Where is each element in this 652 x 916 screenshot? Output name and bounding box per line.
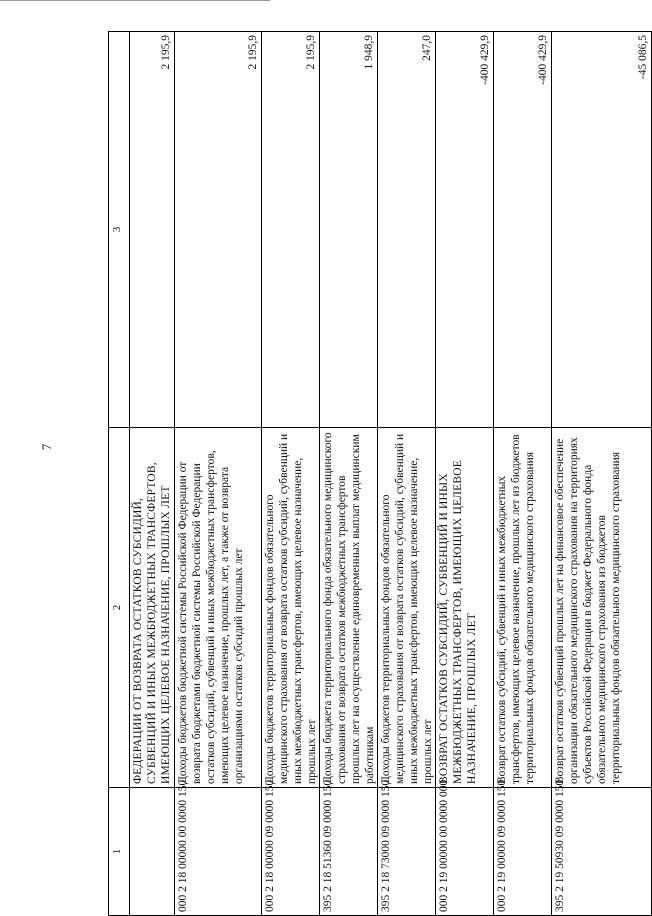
row-name: Доходы бюджета территориального фонда обязательного медицинского страхования от возврата остатков межбюджетных трансфертов прошлых лет на осуществление единовременных выплат медицинским работникам [320, 427, 377, 787]
row-amount: -400 429,9 [479, 35, 491, 85]
table-row [378, 31, 436, 916]
row-amount: 1 948,9 [363, 35, 375, 70]
header-col-3: 3 [111, 226, 123, 233]
table-row [175, 31, 262, 916]
kbk-code: 000 2 18 00000 09 0000 150 [262, 787, 319, 915]
kbk-code: 000 2 19 00000 09 0000 150 [494, 787, 551, 915]
table-header-row [108, 31, 130, 916]
row-name: ФЕДЕРАЦИИ ОТ ВОЗВРАТА ОСТАТКОВ СУБСИДИЙ, СУБВЕНЦИЙ И ИНЫХ МЕЖБЮДЖЕТНЫХ ТРАНСФЕРТОВ, ИМЕЮЩИХ ЦЕЛЕВОЕ НАЗНАЧЕНИЕ, ПРОШЛЫХ ЛЕТ [130, 427, 174, 787]
kbk-code: 395 2 18 51360 09 0000 150 [320, 787, 377, 915]
table-row [262, 31, 320, 916]
table-row [130, 31, 175, 916]
row-name: Доходы бюджетов бюджетной системы Российской Федерации от возврата бюджетами бюджетной системы Российской Федерации остатков субсидий, субвенций и иных межбюджетных трансфертов, имеющих целевое назначение, прошлых лет, а также от возврата организациями остатков субсидий прошлых лет [175, 427, 261, 787]
revenue-table [108, 31, 649, 916]
table-row [494, 31, 552, 916]
header-col-2: 2 [109, 427, 129, 787]
row-amount: 2 195,9 [160, 35, 172, 70]
row-amount: 2 195,9 [247, 35, 259, 70]
row-name: Возврат остатков субвенций прошлых лет на финансовое обеспечение организации обязательного медицинского страхования на территориях субъектов Российской Федерации в бюджет Федерального фонда обязательного медицинского страхования из бюджетов территориальных фондов обязательного медицинского страхования [552, 427, 651, 787]
row-amount: 2 195,9 [305, 35, 317, 70]
table-row [552, 31, 652, 916]
header-col-1: 1 [109, 787, 129, 915]
kbk-code: 395 2 18 73000 09 0000 150 [378, 787, 435, 915]
row-name: ВОЗВРАТ ОСТАТКОВ СУБСИДИЙ, СУБВЕНЦИЙ И ИНЫХ МЕЖБЮДЖЕТНЫХ ТРАНСФЕРТОВ, ИМЕЮЩИХ ЦЕЛЕВОЕ НАЗНАЧЕНИЕ, ПРОШЛЫХ ЛЕТ [436, 427, 493, 787]
kbk-code [130, 787, 174, 915]
kbk-code: 000 2 19 00000 00 0000 000 [436, 787, 493, 915]
row-name: Доходы бюджетов территориальных фондов обязательного медицинского страхования от возврата остатков субсидий, субвенций и иных межбюджетных трансфертов, имеющих целевое назначение, прошлых лет [262, 427, 319, 787]
row-amount: -45 086,5 [637, 35, 649, 80]
kbk-code: 395 2 19 50930 09 0000 150 [552, 787, 651, 915]
row-amount: -400 429,9 [537, 35, 549, 85]
scan-edge-mark [0, 0, 270, 5]
row-amount: 247,0 [421, 35, 433, 61]
kbk-code: 000 2 18 00000 00 0000 150 [175, 787, 261, 915]
table-row [320, 31, 378, 916]
row-name: Доходы бюджетов территориальных фондов обязательного медицинского страхования от возврата остатков субсидий, субвенций и иных межбюджетных трансфертов, имеющих целевое назначение, прошлых лет [378, 427, 435, 787]
row-name: Возврат остатков субсидий, субвенций и иных межбюджетных трансфертов, имеющих целевое назначение, прошлых лет из бюджетов территориальных фондов обязательного медицинского страхования [494, 427, 551, 787]
page-number: 7 [39, 443, 54, 451]
table-row [436, 31, 494, 916]
